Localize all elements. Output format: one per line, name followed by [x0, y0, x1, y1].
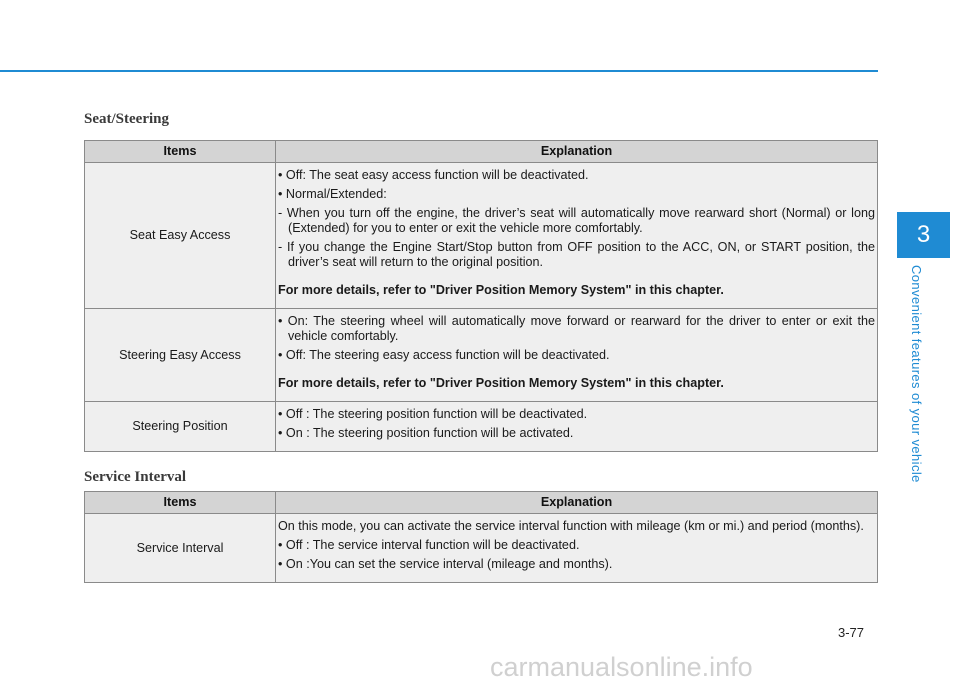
explanation-steering-position — [276, 402, 878, 452]
table-header-row — [85, 141, 878, 163]
item-steering-position: Steering Position — [85, 402, 276, 452]
watermark-text: carmanualsonline.info — [490, 652, 753, 682]
explanation-line: • On : The steering position function will be activated. — [278, 426, 574, 440]
explanation-line: - If you change the Engine Start/Stop button from OFF position to the ACC, ON, or START position, the driver’s seat will return to the original position. — [278, 240, 875, 269]
explanation-line: • On: The steering wheel will automatically move forward or rearward for the driver to enter or exit the vehicle comfortably. — [278, 314, 875, 343]
item-service-interval: Service Interval — [85, 514, 276, 583]
explanation-service-interval — [276, 514, 878, 583]
explanation-steering-easy-access — [276, 309, 878, 402]
table-header-row — [85, 492, 878, 514]
chapter-label: Convenient features of your vehicle — [909, 265, 924, 483]
reference-note: For more details, refer to "Driver Position Memory System" in this chapter. — [278, 283, 724, 297]
page-number: 3-77 — [838, 625, 865, 640]
header-explanation: Explanation — [276, 492, 878, 514]
explanation-line: - When you turn off the engine, the driver’s seat will automatically move rearward short (Normal) or long (Extended) for you to enter or exit the vehicle more comfortably. — [278, 206, 875, 235]
item-seat-easy-access: Seat Easy Access — [85, 163, 276, 309]
table-row — [85, 402, 878, 452]
table-row — [85, 514, 878, 583]
header-items: Items — [85, 141, 276, 163]
explanation-line: • Off: The seat easy access function will be deactivated. — [278, 168, 589, 182]
chapter-number-tab: 3 — [897, 212, 950, 258]
explanation-line: • On :You can set the service interval (mileage and months). — [278, 557, 613, 571]
seat-steering-table — [84, 140, 878, 452]
explanation-line: • Off: The steering easy access function will be deactivated. — [278, 348, 610, 362]
explanation-line: • Off : The steering position function will be deactivated. — [278, 407, 588, 421]
table-row — [85, 163, 878, 309]
explanation-intro: On this mode, you can activate the service interval function with mileage (km or mi.) and period (months). — [278, 519, 864, 533]
section-title-service-interval: Service Interval — [84, 469, 187, 485]
section-title-seat-steering: Seat/Steering — [84, 111, 169, 127]
reference-note: For more details, refer to "Driver Position Memory System" in this chapter. — [278, 376, 724, 390]
explanation-line: • Normal/Extended: — [278, 187, 387, 201]
header-explanation: Explanation — [276, 141, 878, 163]
explanation-seat-easy-access — [276, 163, 878, 309]
explanation-line: • Off : The service interval function will be deactivated. — [278, 538, 580, 552]
item-steering-easy-access: Steering Easy Access — [85, 309, 276, 402]
table-row — [85, 309, 878, 402]
top-rule — [0, 70, 878, 72]
service-interval-table — [84, 491, 878, 583]
header-items: Items — [85, 492, 276, 514]
